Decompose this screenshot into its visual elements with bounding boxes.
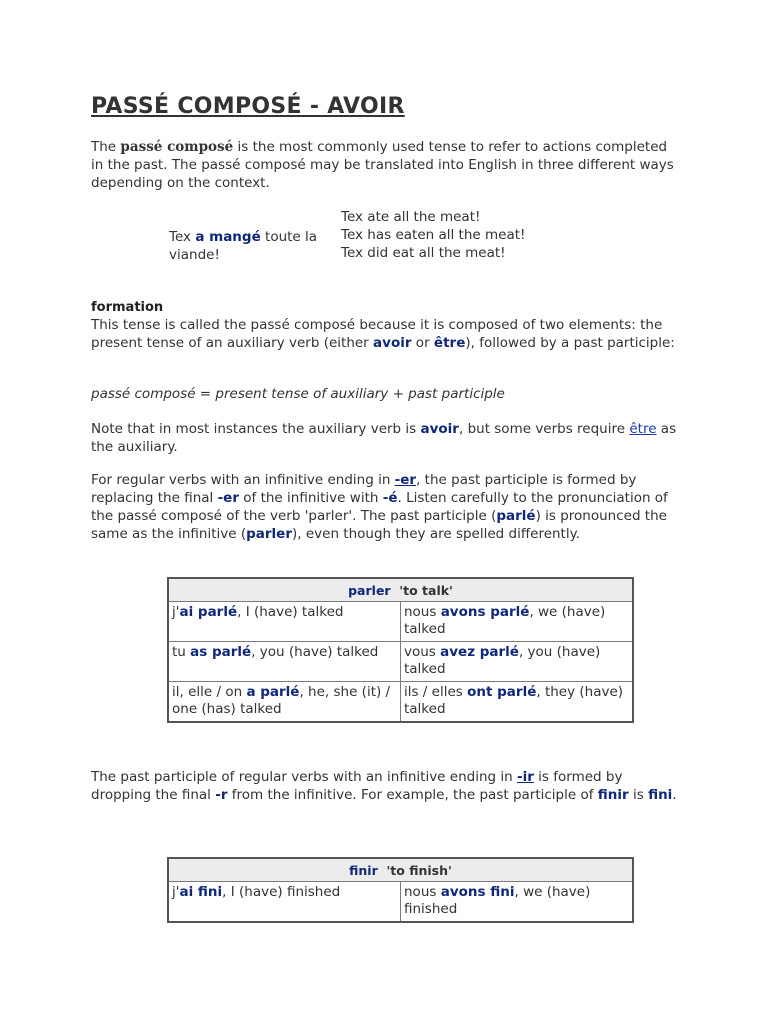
term-etre: être [433, 335, 466, 351]
table-verb: parler [348, 582, 391, 598]
table-header-row [169, 859, 632, 882]
er-text: For regular verbs with an infinitive ending in [91, 472, 395, 488]
formula: passé composé = present tense of auxiliary + past participle [91, 386, 505, 402]
er-text: of the infinitive with [238, 490, 383, 506]
conjugation-table-parler [167, 577, 634, 723]
term-parle: parlé [496, 508, 536, 524]
table-header-row [169, 579, 632, 602]
intro-text: The [91, 139, 121, 155]
cell-text: j' [172, 604, 180, 620]
term-avoir: avoir [420, 421, 459, 437]
example-verb: a mangé [195, 229, 261, 245]
cell-text: j' [172, 884, 180, 900]
table-translation: 'to talk' [399, 582, 453, 598]
conjugated-verb: a parlé [246, 684, 300, 700]
page-title: PASSÉ COMPOSÉ - AVOIR [91, 94, 405, 119]
cell-text: ils / elles [403, 684, 468, 700]
cell-text: vous [403, 644, 441, 660]
table-header [169, 579, 632, 602]
term-er: -er [217, 490, 239, 506]
table-cell [400, 882, 632, 921]
term-r: -r [215, 787, 228, 803]
ir-text: from the infinitive. For example, the past participle of [227, 787, 598, 803]
conjugated-verb: avons parlé [440, 604, 530, 620]
formation-paragraph [91, 316, 681, 352]
conjugated-verb: ont parlé [467, 684, 537, 700]
translation-2: Tex has eaten all the meat! [341, 227, 526, 243]
cell-text: , he, she (it) / one (has) talked [172, 684, 391, 717]
example-text: toute la viande! [169, 229, 318, 263]
term-passe-compose: passé composé [120, 139, 234, 155]
term-parler: parler [246, 526, 292, 542]
note-paragraph [91, 420, 681, 456]
ir-text: . [672, 787, 677, 803]
table-header [169, 859, 632, 882]
table-cell [169, 681, 400, 721]
translation-1: Tex ate all the meat! [341, 209, 481, 225]
cell-text: , we (have) talked [403, 604, 606, 637]
intro-paragraph [91, 138, 681, 192]
ir-text: is [628, 787, 649, 803]
conjugated-verb: avez parlé [440, 644, 519, 660]
er-text: . Listen carefully to the pronunciation of the passé composé of the verb 'parler'. The past participle ( [91, 490, 668, 524]
ir-link[interactable]: -ir [516, 769, 534, 785]
er-link[interactable]: -er [394, 472, 417, 488]
conjugated-verb: avons fini [440, 884, 515, 900]
note-text: Note that in most instances the auxiliary verb is [91, 421, 421, 437]
translation-3: Tex did eat all the meat! [341, 245, 506, 261]
cell-text: tu [172, 644, 191, 660]
cell-text: , I (have) finished [222, 884, 341, 900]
example-text: Tex [169, 229, 196, 245]
table-cell [169, 882, 400, 921]
regular-ir-paragraph [91, 768, 681, 804]
table-verb: finir [349, 862, 378, 878]
cell-text: nous [404, 884, 441, 900]
conjugation-table-finir [167, 857, 634, 923]
er-text: , the past participle is formed by replacing the final [91, 472, 637, 506]
conjugated-verb: as parlé [190, 644, 252, 660]
cell-text: , you (have) talked [251, 644, 379, 660]
formation-text: or [411, 335, 434, 351]
table-translation: 'to finish' [386, 862, 452, 878]
formation-heading: formation [91, 300, 164, 315]
table-cell [169, 641, 400, 681]
intro-text: is the most commonly used tense to refer to actions completed in the past. The passé composé may be translated into English in three different ways depending on the context. [91, 139, 674, 191]
formation-text: ), followed by a past participle: [465, 335, 675, 351]
table-row [169, 681, 632, 721]
er-text: ), even though they are spelled differently. [292, 526, 580, 542]
example-french [169, 228, 329, 264]
table-row [169, 882, 632, 921]
cell-text: nous [403, 604, 441, 620]
conjugated-verb: ai parlé [179, 604, 238, 620]
term-e-acute: -é [382, 490, 398, 506]
table-cell [400, 602, 632, 641]
cell-text: , you (have) talked [403, 644, 601, 677]
note-text: , but some verbs require [458, 421, 630, 437]
cell-text: , they (have) talked [403, 684, 624, 717]
etre-link[interactable]: être [629, 421, 657, 437]
term-finir: finir [597, 787, 629, 803]
cell-text: , we (have) finished [404, 884, 591, 917]
table-cell [400, 641, 632, 681]
table-row [169, 641, 632, 681]
table-cell [169, 602, 400, 641]
conjugated-verb: ai fini [179, 884, 223, 900]
er-text: ) is pronounced the same as the infinitive ( [91, 508, 667, 542]
term-avoir: avoir [373, 335, 412, 351]
formation-text: This tense is called the passé composé because it is composed of two elements: the present tense of an auxiliary verb (either [91, 317, 663, 351]
example-translations [341, 208, 531, 262]
ir-text: The past participle of regular verbs with an infinitive ending in [91, 769, 517, 785]
regular-er-paragraph [91, 471, 681, 543]
term-fini: fini [648, 787, 673, 803]
cell-text: il, elle / on [172, 684, 247, 700]
ir-text: is formed by dropping the final [91, 769, 623, 803]
table-cell [400, 681, 632, 721]
table-row [169, 602, 632, 641]
cell-text: , I (have) talked [237, 604, 344, 620]
note-text: as the auxiliary. [91, 421, 677, 455]
